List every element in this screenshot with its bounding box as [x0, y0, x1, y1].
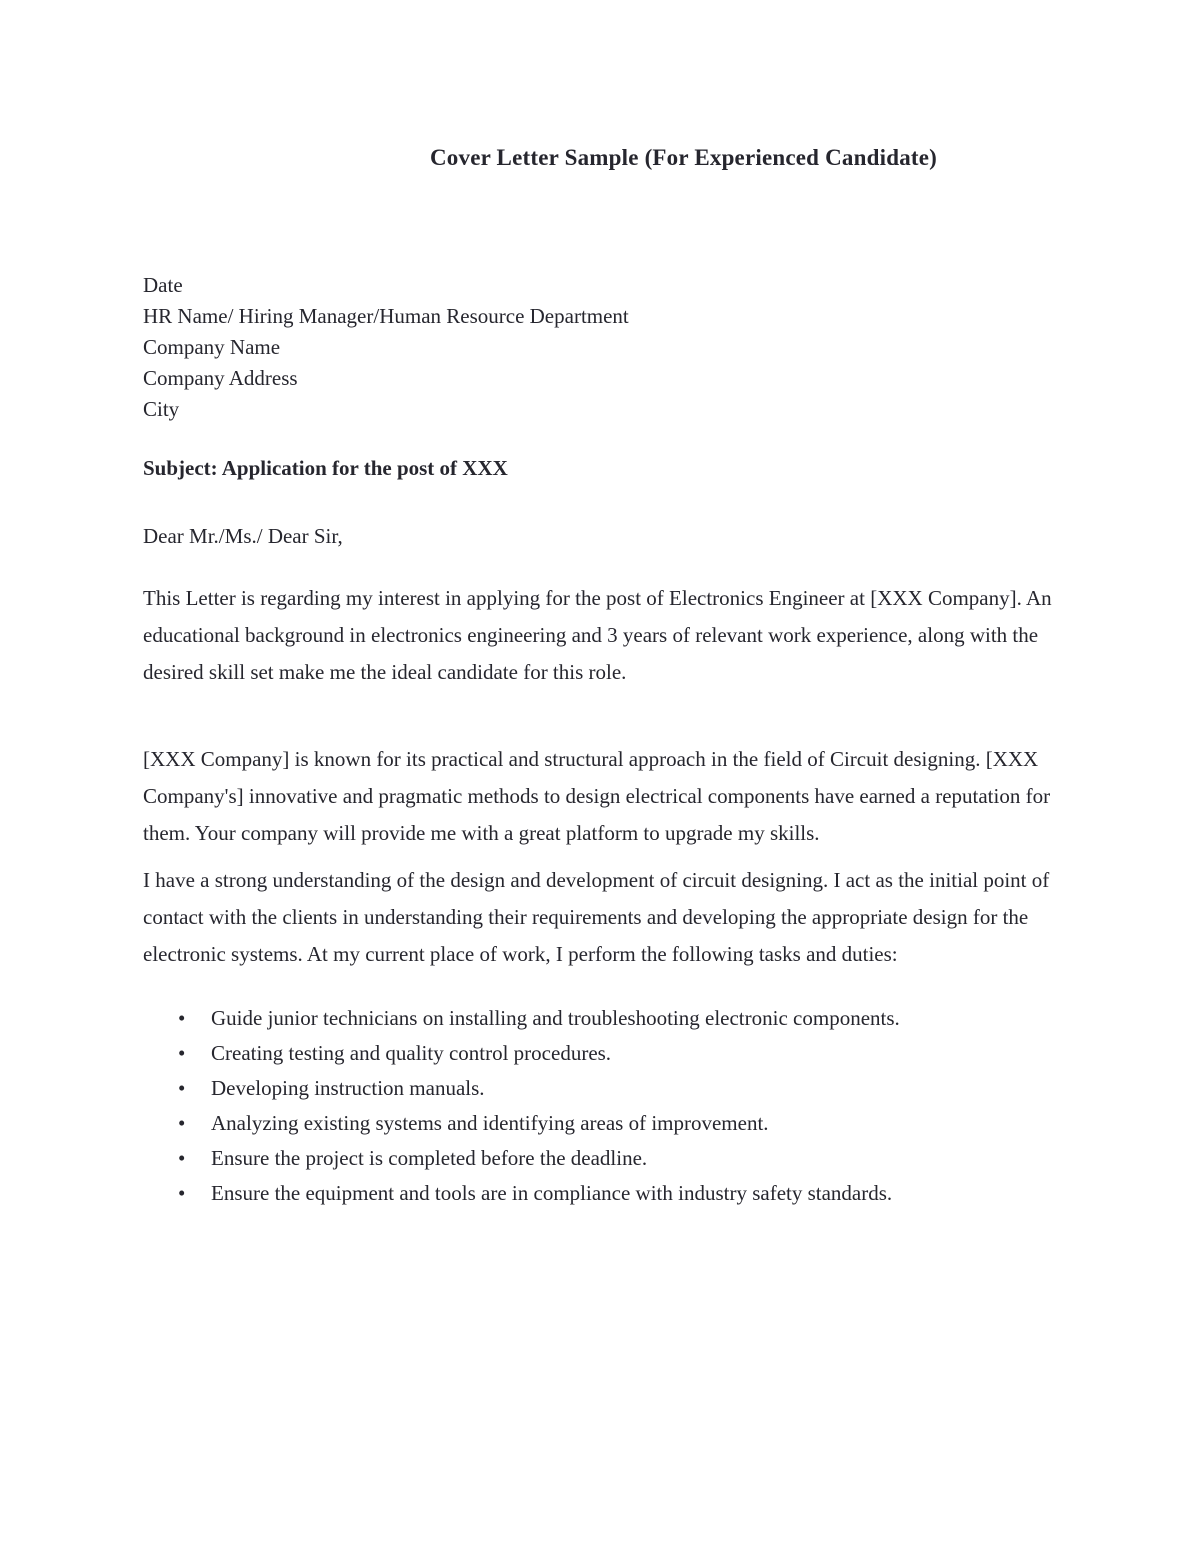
salutation: Dear Mr./Ms./ Dear Sir,	[143, 524, 343, 548]
recipient-line-company-address: Company Address	[143, 366, 298, 390]
paragraph-interest: This Letter is regarding my interest in applying for the post of Electronics Engineer at [XXX Company]. An educational background in electronics engineering and 3 years of relevant work experience, along with the desired skill set make me the ideal candidate for this role.	[143, 586, 1052, 684]
duty-item-instruction-manuals: • Developing instruction manuals.	[143, 1071, 1058, 1106]
duty-item-analyzing-systems: • Analyzing existing systems and identifying areas of improvement.	[143, 1106, 1058, 1141]
duty-item-project-deadline: • Ensure the project is completed before the deadline.	[143, 1141, 1058, 1176]
recipient-line-company-name: Company Name	[143, 335, 281, 359]
document-title: Cover Letter Sample (For Experienced Candidate)	[430, 145, 938, 170]
duties-list	[143, 1001, 1058, 1211]
duty-item-testing-procedures: • Creating testing and quality control procedures.	[143, 1036, 1058, 1071]
recipient-line-city: City	[143, 397, 180, 421]
paragraph-experience: I have a strong understanding of the design and development of circuit designing. I act as the initial point of contact with the clients in understanding their requirements and developing the appropriate design for the electronic systems. At my current place of work, I perform the following tasks and duties:	[143, 868, 1050, 966]
duty-item-safety-standards: • Ensure the equipment and tools are in compliance with industry safety standards.	[143, 1176, 1058, 1211]
recipient-line-hr-name: HR Name/ Hiring Manager/Human Resource Department	[143, 304, 629, 328]
duty-item-guide-technicians: • Guide junior technicians on installing and troubleshooting electronic components.	[143, 1001, 1058, 1036]
subject-line: Subject: Application for the post of XXX	[143, 456, 508, 480]
recipient-block	[143, 270, 1058, 425]
recipient-line-date: Date	[143, 273, 183, 297]
paragraph-company-praise: [XXX Company] is known for its practical and structural approach in the field of Circuit designing. [XXX Company's] innovative and pragmatic methods to design electrical components have earned a reputation for them. Your company will provide me with a great platform to upgrade my skills.	[143, 747, 1051, 845]
